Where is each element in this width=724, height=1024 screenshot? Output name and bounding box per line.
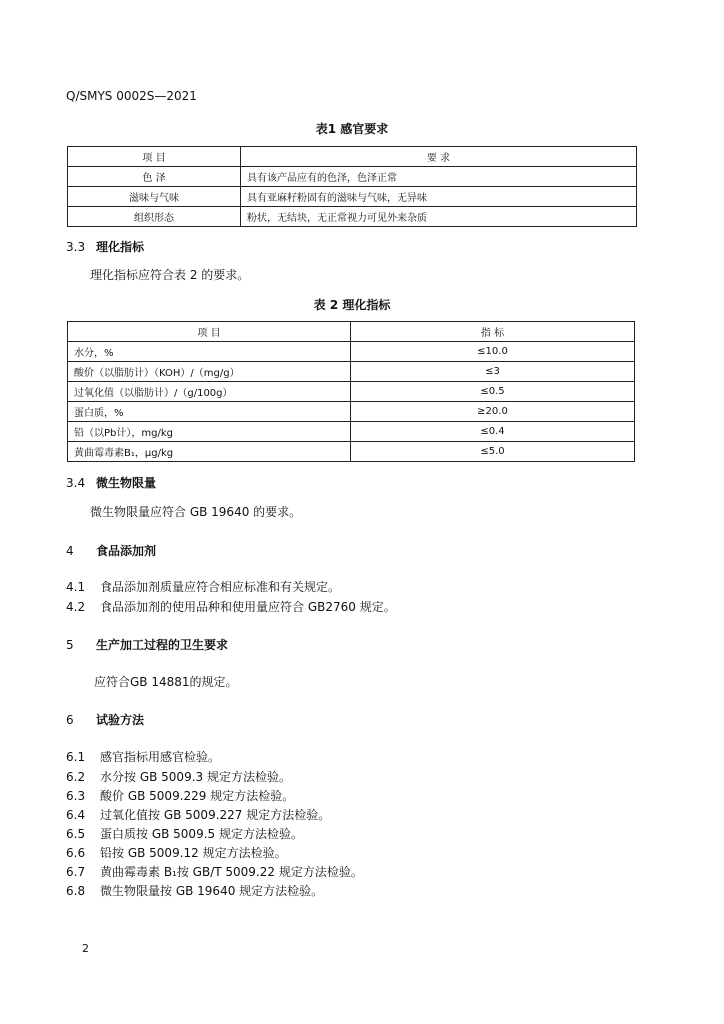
table-cell: 色 泽 (68, 167, 241, 187)
table-cell: 组织形态 (68, 207, 241, 227)
table-cell: 具有该产品应有的色泽，色泽正常 (241, 167, 637, 187)
item-text: 微生物限量按 GB 19640 规定方法检验。 (100, 884, 324, 898)
table-cell: 黄曲霉毒素B₁，μg/kg (68, 442, 351, 462)
table1-caption: 表1 感官要求 (315, 122, 389, 136)
table-cell: 滋味与气味 (68, 187, 241, 207)
item-text: 食品添加剂质量应符合相应标准和有关规定。 (100, 580, 341, 594)
header-cell: 项 目 (68, 147, 241, 167)
section-3-3-heading (66, 238, 144, 255)
table2-caption: 表 2 理化指标 (313, 298, 391, 312)
document-code: Q/SMYS 0002S—2021 (66, 89, 197, 103)
list-item (66, 748, 220, 765)
list-item (66, 787, 294, 804)
item-number: 6.1 (66, 750, 86, 764)
table-row (68, 402, 635, 422)
item-text: 过氧化值按 GB 5009.227 规定方法检验。 (100, 808, 331, 822)
item-number: 4.2 (66, 600, 86, 614)
table-cell: 铅（以Pb计），mg/kg (68, 422, 351, 442)
item-text: 铅按 GB 5009.12 规定方法检验。 (100, 846, 287, 860)
item-text: 黄曲霉毒素 B₁按 GB/T 5009.22 规定方法检验。 (100, 865, 363, 879)
table-cell: ≥20.0 (351, 402, 635, 422)
section-title: 微生物限量 (96, 476, 157, 490)
section-number: 5 (66, 638, 74, 652)
section-title: 食品添加剂 (96, 544, 157, 558)
section-number: 4 (66, 544, 74, 558)
item-text: 酸价 GB 5009.229 规定方法检验。 (100, 789, 295, 803)
section-3-4-heading (66, 474, 156, 491)
table-cell: ≤10.0 (351, 342, 635, 362)
table-cell: 粉状，无结块，无正常视力可见外来杂质 (241, 207, 637, 227)
sensory-requirements-table (67, 146, 637, 227)
header-cell: 要 求 (241, 147, 637, 167)
table-header-row (68, 147, 637, 167)
table-cell: 过氧化值（以脂肪计）/（g/100g） (68, 382, 351, 402)
table-cell: ≤0.5 (351, 382, 635, 402)
item-text: 食品添加剂的使用品种和使用量应符合 GB2760 规定。 (100, 600, 396, 614)
table-cell: ≤0.4 (351, 422, 635, 442)
section-6-heading (66, 711, 144, 728)
item-text: 蛋白质按 GB 5009.5 规定方法检验。 (100, 827, 303, 841)
physicochemical-table (67, 321, 635, 462)
table-row (68, 382, 635, 402)
section-number: 3.3 (66, 240, 86, 254)
list-item (66, 768, 291, 785)
section-title: 理化指标 (96, 240, 145, 254)
table-row (68, 342, 635, 362)
list-item (66, 844, 287, 861)
item-number: 4.1 (66, 580, 86, 594)
table-row (68, 187, 637, 207)
table-cell: ≤3 (351, 362, 635, 382)
section-title: 生产加工过程的卫生要求 (96, 638, 229, 652)
item-number: 6.5 (66, 827, 86, 841)
section-5-text: 应符合GB 14881的规定。 (94, 675, 238, 689)
table-row (68, 362, 635, 382)
header-cell: 项 目 (68, 322, 351, 342)
table-row (68, 167, 637, 187)
section-number: 3.4 (66, 476, 86, 490)
section-4-heading (66, 542, 156, 559)
list-item (66, 825, 303, 842)
item-number: 6.7 (66, 865, 86, 879)
table-row (68, 422, 635, 442)
section-title: 试验方法 (96, 713, 145, 727)
table-cell: 具有亚麻籽粉固有的滋味与气味，无异味 (241, 187, 637, 207)
table-row (68, 207, 637, 227)
item-number: 6.8 (66, 884, 86, 898)
table-cell: ≤5.0 (351, 442, 635, 462)
item-number: 6.4 (66, 808, 86, 822)
table-header-row (68, 322, 635, 342)
item-number: 6.3 (66, 789, 86, 803)
item-text: 水分按 GB 5009.3 规定方法检验。 (100, 770, 291, 784)
item-number: 6.2 (66, 770, 86, 784)
table-row (68, 442, 635, 462)
list-item (66, 598, 396, 615)
section-3-3-text: 理化指标应符合表 2 的要求。 (90, 268, 250, 282)
section-number: 6 (66, 713, 74, 727)
table-cell: 酸价（以脂肪计）（KOH）/（mg/g） (68, 362, 351, 382)
section-3-4-text: 微生物限量应符合 GB 19640 的要求。 (90, 505, 302, 519)
item-number: 6.6 (66, 846, 86, 860)
list-item (66, 578, 340, 595)
table-cell: 水分，% (68, 342, 351, 362)
list-item (66, 806, 330, 823)
table-cell: 蛋白质，% (68, 402, 351, 422)
list-item (66, 863, 363, 880)
header-cell: 指 标 (351, 322, 635, 342)
item-text: 感官指标用感官检验。 (100, 750, 221, 764)
page-number: 2 (82, 942, 89, 955)
section-5-heading (66, 636, 228, 653)
list-item (66, 882, 323, 899)
